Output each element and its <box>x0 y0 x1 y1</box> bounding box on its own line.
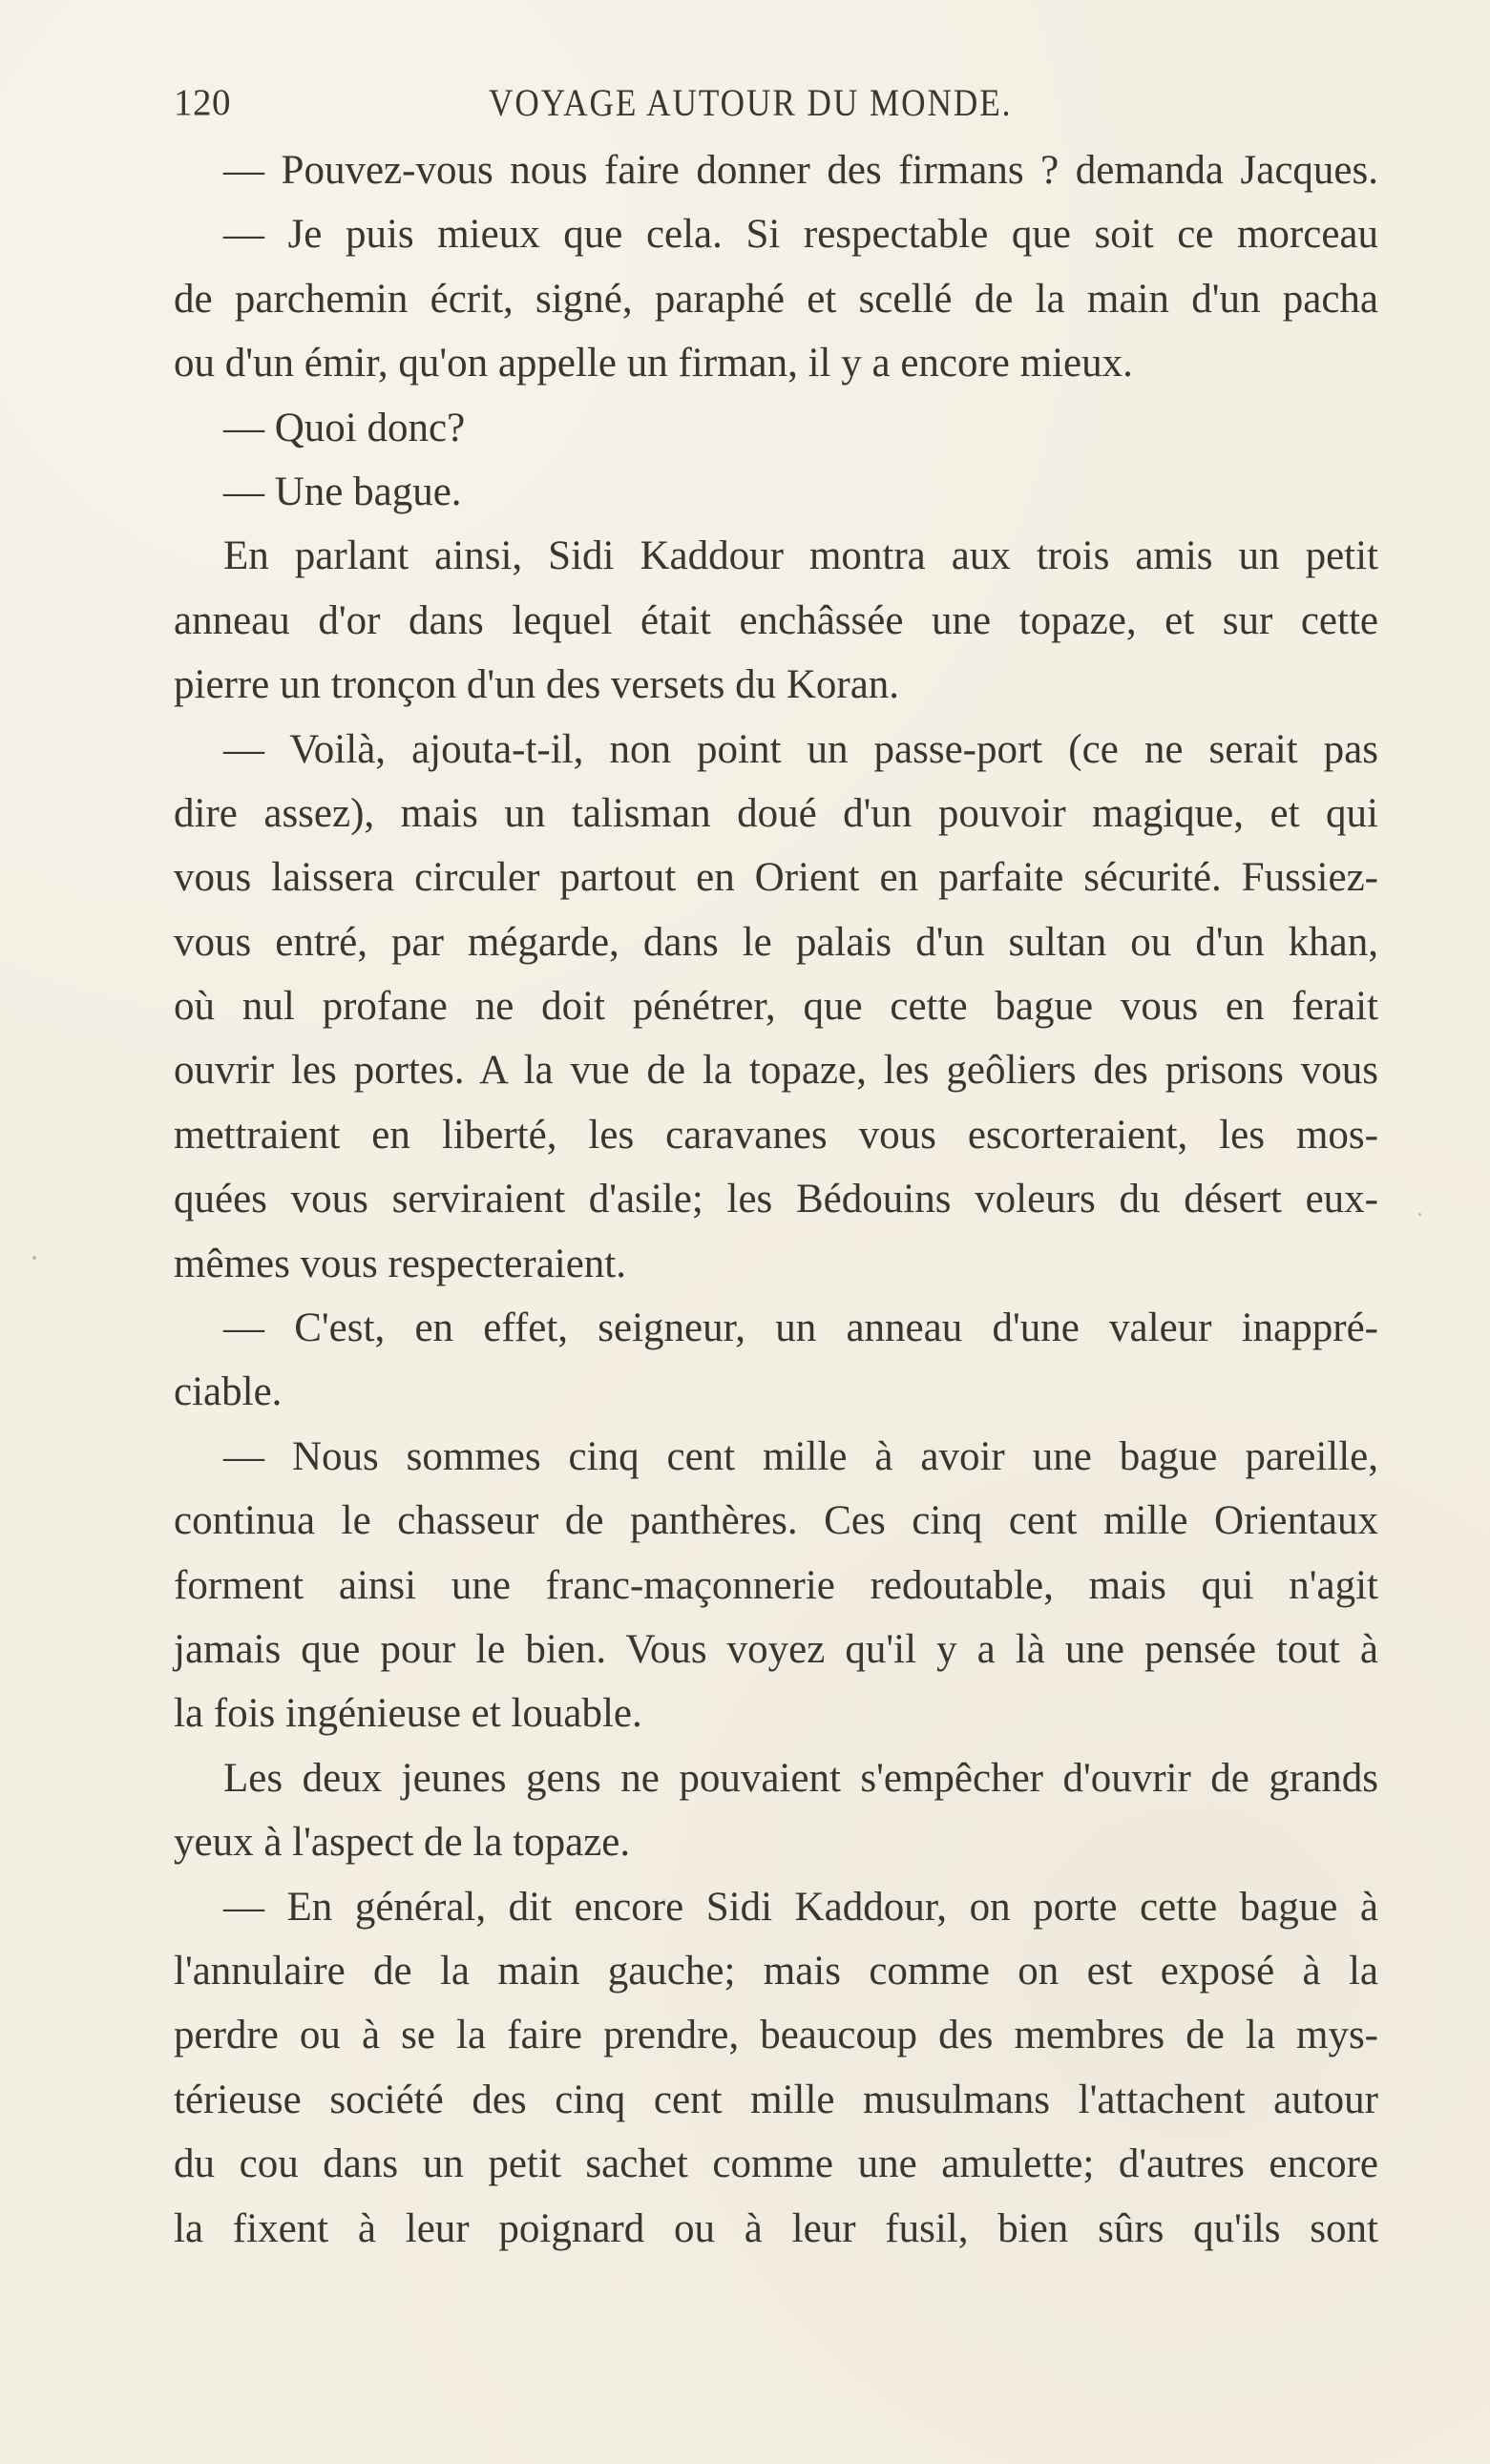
text-line: Les deux jeunes gens ne pouvaient s'empêcher d'ouvrir de grands <box>223 1755 1378 1801</box>
text-line: mêmes vous respecteraient. <box>174 1241 627 1286</box>
text-line: ou d'un émir, qu'on appelle un firman, il y a encore mieux. <box>174 341 1133 386</box>
text-line: jamais que pour le bien. Vous voyez qu'il y a là une pensée tout à <box>174 1626 1378 1672</box>
text-line: yeux à l'aspect de la topaze. <box>174 1820 631 1866</box>
text-line: — Voilà, ajouta-t-il, non point un passe-port (ce ne serait pas <box>223 726 1378 772</box>
text-line: — Nous sommes cinq cent mille à avoir une bague pareille, <box>223 1433 1378 1479</box>
page-number: 120 <box>174 82 231 123</box>
text-line: continua le chasseur de panthères. Ces cinq cent mille Orientaux <box>174 1498 1378 1544</box>
text-line: où nul profane ne doit pénétrer, que cette bague vous en ferait <box>174 984 1378 1030</box>
text-line: vous laissera circuler partout en Orient en parfaite sécurité. Fussiez- <box>174 855 1378 901</box>
text-line: En parlant ainsi, Sidi Kaddour montra aux trois amis un petit <box>223 533 1378 579</box>
text-line: ciable. <box>174 1369 283 1415</box>
text-line: — En général, dit encore Sidi Kaddour, on porte cette bague à <box>223 1884 1378 1930</box>
text-line: du cou dans un petit sachet comme une amulette; d'autres encore <box>174 2141 1378 2187</box>
text-line: ouvrir les portes. A la vue de la topaze, les geôliers des prisons vous <box>174 1048 1378 1094</box>
text-line: dire assez), mais un talisman doué d'un pouvoir magique, et qui <box>174 790 1378 836</box>
text-line: — Je puis mieux que cela. Si respectable que soit ce morceau <box>223 212 1378 258</box>
text-line: — C'est, en effet, seigneur, un anneau d'une valeur inappré- <box>223 1305 1378 1351</box>
text-line: de parchemin écrit, signé, paraphé et scellé de la main d'un pacha <box>174 276 1378 322</box>
text-line: mettraient en liberté, les caravanes vous escorteraient, les mos- <box>174 1112 1378 1158</box>
text-line: pierre un tronçon d'un des versets du Koran. <box>174 662 900 708</box>
paper-speck <box>32 1256 36 1260</box>
text-line: — Pouvez-vous nous faire donner des firmans ? demanda Jacques. <box>223 148 1378 193</box>
text-line: — Une bague. <box>223 469 462 514</box>
text-line: anneau d'or dans lequel était enchâssée une topaze, et sur cette <box>174 597 1378 643</box>
text-line: — Quoi donc? <box>223 405 466 450</box>
text-line: la fois ingénieuse et louable. <box>174 1691 642 1737</box>
text-line: forment ainsi une franc-maçonnerie redoutable, mais qui n'agit <box>174 1562 1378 1608</box>
paper-speck <box>1418 1213 1421 1216</box>
text-line: la fixent à leur poignard ou à leur fusil, bien sûrs qu'ils sont <box>174 2205 1378 2251</box>
running-title: VOYAGE AUTOUR DU MONDE. <box>489 81 1013 124</box>
text-line: perdre ou à se la faire prendre, beaucoup des membres de la mys- <box>174 2013 1378 2058</box>
text-line: térieuse société des cinq cent mille musulmans l'attachent autour <box>174 2077 1378 2122</box>
page-body-text <box>174 138 1378 2276</box>
text-line: l'annulaire de la main gauche; mais comme on est exposé à la <box>174 1948 1378 1994</box>
text-line: quées vous serviraient d'asile; les Bédouins voleurs du désert eux- <box>174 1177 1378 1222</box>
text-line: vous entré, par mégarde, dans le palais d'un sultan ou d'un khan, <box>174 919 1378 965</box>
page-header <box>174 74 1378 132</box>
